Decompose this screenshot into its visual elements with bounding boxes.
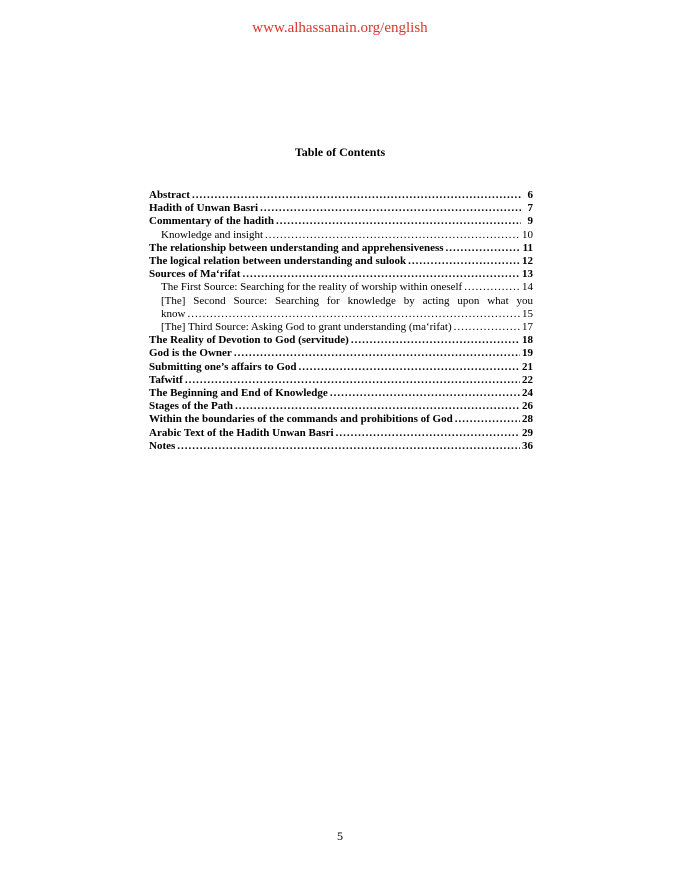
toc-entry-label: Notes	[149, 439, 176, 452]
toc-entry-label: [The] Second Source: Searching for knowledge by acting upon what you	[161, 294, 533, 307]
toc-entry-page: 9	[527, 215, 533, 228]
toc-title: Table of Contents	[294, 145, 386, 159]
toc-entry-page: 22	[522, 373, 533, 386]
toc-entry-hadith-unwan-basri[interactable]	[149, 202, 533, 215]
toc-leader-dots	[235, 400, 520, 413]
toc-leader-dots	[185, 374, 520, 387]
toc-entry-knowledge-insight[interactable]	[149, 229, 533, 242]
toc-entry-reality-devotion[interactable]	[149, 334, 533, 347]
toc-entry-god-owner[interactable]	[149, 347, 533, 360]
toc-entry-label: Knowledge and insight	[161, 228, 264, 241]
toc-entry-page: 11	[522, 241, 533, 254]
toc-leader-dots	[260, 202, 521, 215]
table-of-contents	[149, 189, 533, 453]
toc-leader-dots	[454, 321, 520, 334]
toc-entry-abstract[interactable]	[149, 189, 533, 202]
toc-entry-relationship[interactable]	[149, 242, 533, 255]
toc-entry-page: 10	[522, 228, 533, 241]
toc-entry-label: The Beginning and End of Knowledge	[149, 387, 328, 400]
toc-entry-label: The relationship between understanding and apprehensiveness	[149, 241, 444, 254]
toc-leader-dots	[351, 334, 520, 347]
toc-entry-label: Stages of the Path	[149, 400, 234, 413]
toc-entry-sources-marifat[interactable]	[149, 268, 533, 281]
toc-leader-dots	[336, 427, 520, 440]
toc-leader-dots	[446, 242, 521, 255]
toc-leader-dots	[234, 347, 520, 360]
site-url[interactable]: www.alhassanain.org/english	[252, 20, 428, 36]
toc-entry-page: 24	[522, 387, 533, 400]
toc-entry-page: 18	[522, 334, 533, 347]
toc-entry-label: Hadith of Unwan Basri	[149, 202, 259, 215]
page-number: 5	[337, 829, 343, 843]
toc-entry-boundaries-commands[interactable]	[149, 413, 533, 426]
toc-entry-label: God is the Owner	[149, 347, 232, 360]
toc-entry-label: Within the boundaries of the commands and prohibitions of God	[149, 413, 453, 426]
toc-entry-page: 12	[522, 255, 533, 268]
toc-entry-page: 19	[522, 347, 533, 360]
toc-leader-dots	[242, 268, 520, 281]
toc-leader-dots	[299, 361, 521, 374]
toc-entry-arabic-text[interactable]	[149, 427, 533, 440]
toc-entry-label: Tafwitf	[149, 373, 183, 386]
toc-entry-label: Commentary of the hadith	[149, 215, 274, 228]
toc-entry-submitting-affairs[interactable]	[149, 361, 533, 374]
toc-entry-second-source[interactable]	[149, 295, 533, 321]
toc-leader-dots	[177, 440, 520, 453]
toc-entry-label: Submitting one’s affairs to God	[149, 360, 297, 373]
toc-entry-page: 21	[522, 360, 533, 373]
toc-leader-dots	[464, 281, 520, 294]
toc-entry-label: [The] Third Source: Asking God to grant understanding (ma‘rifat)	[161, 321, 452, 334]
toc-entry-stages-path[interactable]	[149, 400, 533, 413]
toc-entry-label: The Reality of Devotion to God (servitude)	[149, 334, 349, 347]
toc-entry-beginning-end-knowledge[interactable]	[149, 387, 533, 400]
toc-leader-dots	[192, 189, 521, 202]
toc-entry-page: 13	[522, 268, 533, 281]
toc-entry-label: The logical relation between understanding and sulook	[149, 255, 407, 268]
toc-entry-page: 15	[522, 307, 533, 320]
toc-entry-label: The First Source: Searching for the reality of worship within oneself	[161, 281, 463, 294]
toc-entry-page: 26	[522, 400, 533, 413]
toc-leader-dots	[408, 255, 520, 268]
toc-leader-dots	[455, 413, 520, 426]
toc-entry-third-source[interactable]	[149, 321, 533, 334]
toc-entry-page: 28	[522, 413, 533, 426]
toc-entry-label: Sources of Ma‘rifat	[149, 268, 241, 281]
toc-entry-label-continued: know	[161, 307, 186, 320]
toc-entry-page: 36	[522, 439, 533, 452]
toc-entry-label: Arabic Text of the Hadith Unwan Basri	[149, 426, 334, 439]
toc-leader-dots	[276, 215, 521, 228]
toc-entry-page: 14	[522, 281, 533, 294]
toc-entry-tafwitf[interactable]	[149, 374, 533, 387]
toc-leader-dots	[265, 229, 520, 242]
toc-entry-page: 17	[522, 321, 533, 334]
toc-entry-page: 6	[527, 189, 533, 201]
toc-entry-logical-relation[interactable]	[149, 255, 533, 268]
toc-entry-first-source[interactable]	[149, 281, 533, 294]
toc-leader-dots	[330, 387, 520, 400]
toc-leader-dots	[187, 308, 520, 321]
toc-entry-label: Abstract	[149, 189, 190, 201]
toc-entry-notes[interactable]	[149, 440, 533, 453]
toc-entry-page: 29	[522, 426, 533, 439]
toc-entry-page: 7	[527, 202, 533, 215]
toc-entry-commentary[interactable]	[149, 215, 533, 228]
